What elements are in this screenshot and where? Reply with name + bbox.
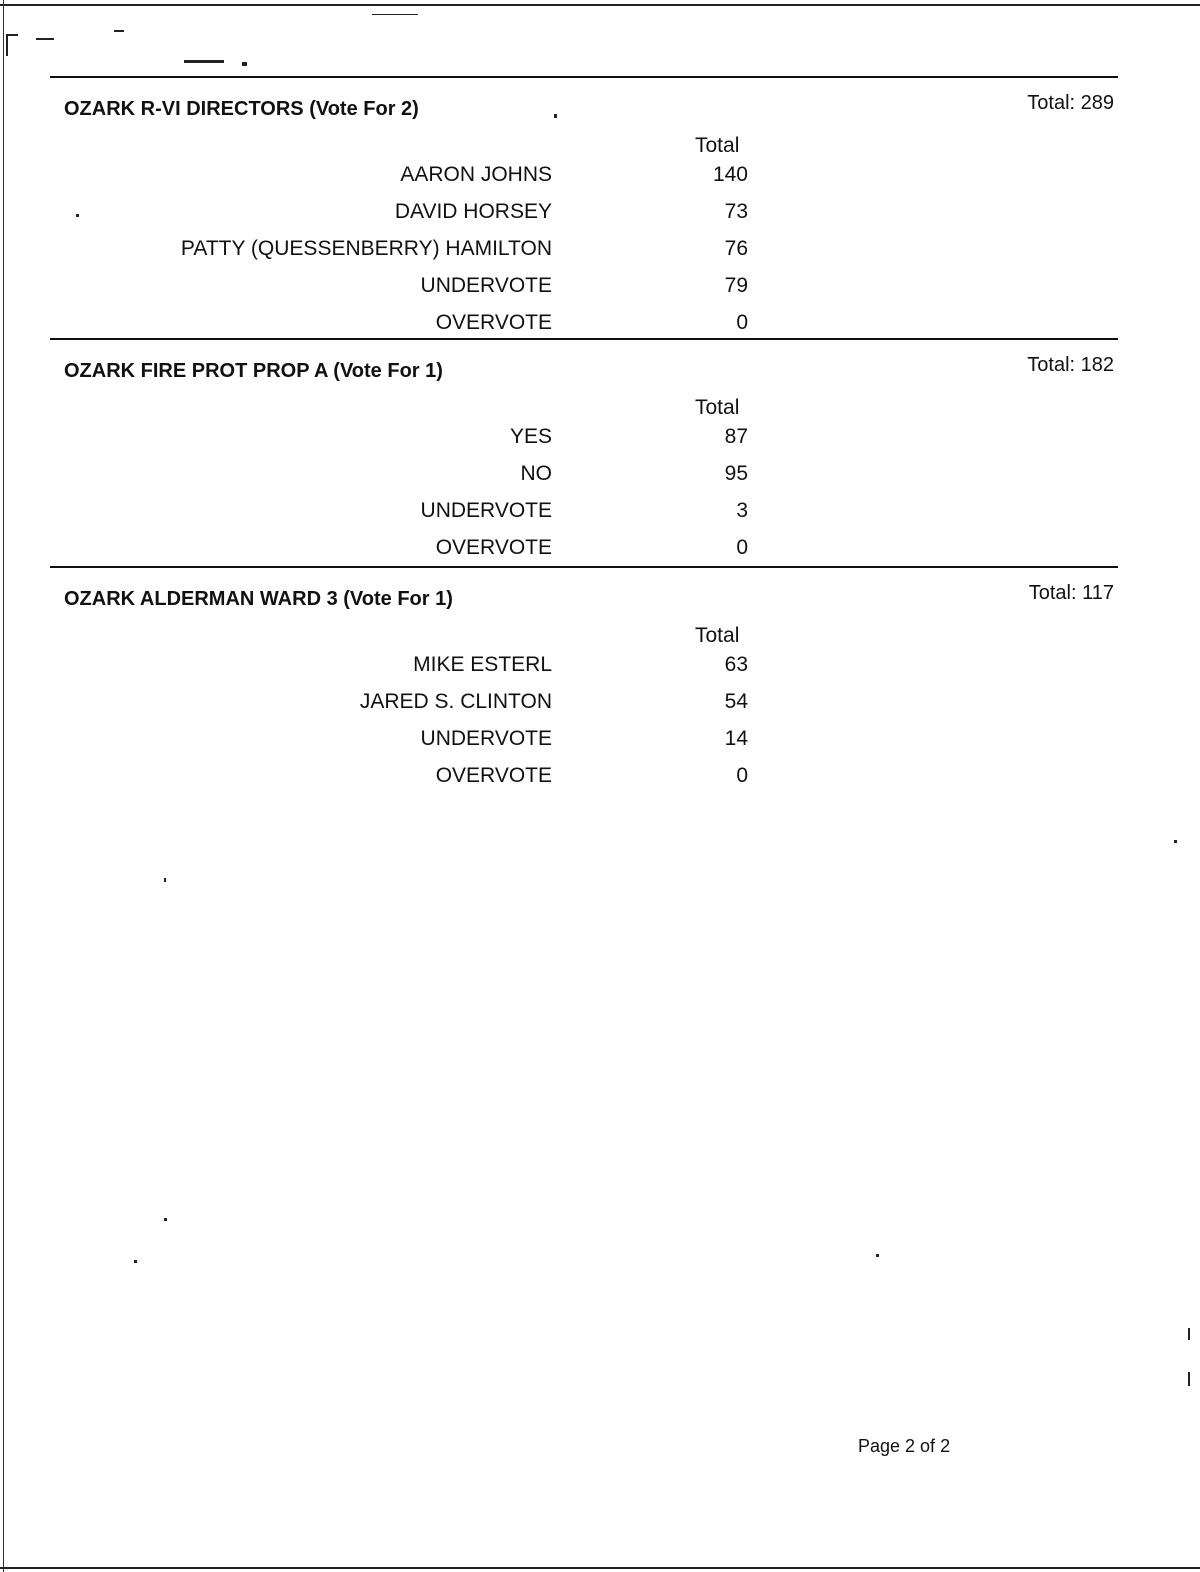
candidate-votes: 54: [724, 690, 748, 713]
candidate-votes: 76: [724, 237, 748, 260]
candidate-name: OVERVOTE: [435, 311, 552, 334]
candidate-row: [50, 311, 1118, 341]
scan-mark: [1174, 840, 1177, 843]
candidate-name: MIKE ESTERL: [413, 653, 552, 676]
scan-mark: [372, 14, 418, 15]
candidate-name: OVERVOTE: [435, 764, 552, 787]
race-total: Total: 117: [1028, 582, 1114, 604]
race-title: OZARK R-VI DIRECTORS (Vote For 2): [64, 98, 419, 120]
scan-mark: [876, 1254, 879, 1257]
candidate-votes: 3: [736, 499, 748, 522]
candidate-row: [50, 425, 1118, 455]
race-total: Total: 289: [1027, 92, 1114, 114]
candidate-row: [50, 499, 1118, 529]
race-title: OZARK ALDERMAN WARD 3 (Vote For 1): [64, 588, 453, 610]
page-number: Page 2 of 2: [858, 1436, 951, 1456]
candidate-votes: 140: [712, 163, 748, 186]
candidate-row: [50, 200, 1118, 230]
scan-mark: [242, 62, 247, 66]
candidate-votes: 0: [736, 536, 748, 559]
candidate-name: AARON JOHNS: [400, 163, 552, 186]
scan-mark: [164, 878, 166, 882]
race-section: [50, 76, 1118, 334]
scan-mark: [36, 38, 54, 40]
column-header-total: Total: [695, 624, 740, 647]
candidate-name: UNDERVOTE: [420, 499, 552, 522]
candidate-row: [50, 536, 1118, 566]
candidate-votes: 0: [736, 311, 748, 334]
candidate-row: [50, 274, 1118, 304]
scan-mark: [164, 1218, 167, 1221]
scan-edge-top: [0, 4, 1200, 6]
column-header-total: Total: [695, 134, 740, 157]
candidate-votes: 63: [724, 653, 748, 676]
candidate-row: [50, 690, 1118, 720]
scan-mark: [6, 34, 8, 56]
candidate-name: PATTY (QUESSENBERRY) HAMILTON: [180, 237, 552, 260]
race-title: OZARK FIRE PROT PROP A (Vote For 1): [64, 360, 443, 382]
candidate-row: [50, 653, 1118, 683]
candidate-votes: 79: [724, 274, 748, 297]
candidate-row: [50, 764, 1118, 794]
scan-edge-left: [3, 0, 4, 1572]
race-total: Total: 182: [1027, 354, 1114, 376]
scan-mark: [1188, 1372, 1190, 1386]
race-section: [50, 338, 1118, 559]
race-section: [50, 566, 1118, 787]
candidate-name: OVERVOTE: [435, 536, 552, 559]
column-header-total: Total: [695, 396, 740, 419]
candidate-votes: 73: [724, 200, 748, 223]
scan-mark: [554, 114, 557, 118]
scan-mark: [1188, 1328, 1190, 1340]
candidate-row: [50, 237, 1118, 267]
candidate-row: [50, 163, 1118, 193]
candidate-row: [50, 462, 1118, 492]
scan-mark: [134, 1260, 137, 1263]
candidate-votes: 95: [724, 462, 748, 485]
candidate-name: JARED S. CLINTON: [359, 690, 552, 713]
scan-edge-bottom: [0, 1567, 1200, 1569]
candidate-name: NO: [520, 462, 552, 485]
candidate-row: [50, 727, 1118, 757]
candidate-name: UNDERVOTE: [420, 274, 552, 297]
scan-mark: [114, 30, 124, 32]
candidate-votes: 14: [724, 727, 748, 750]
candidate-name: DAVID HORSEY: [394, 200, 552, 223]
candidate-name: YES: [509, 425, 552, 448]
candidate-votes: 0: [736, 764, 748, 787]
candidate-name: UNDERVOTE: [420, 727, 552, 750]
candidate-votes: 87: [724, 425, 748, 448]
scan-mark: [184, 60, 224, 63]
